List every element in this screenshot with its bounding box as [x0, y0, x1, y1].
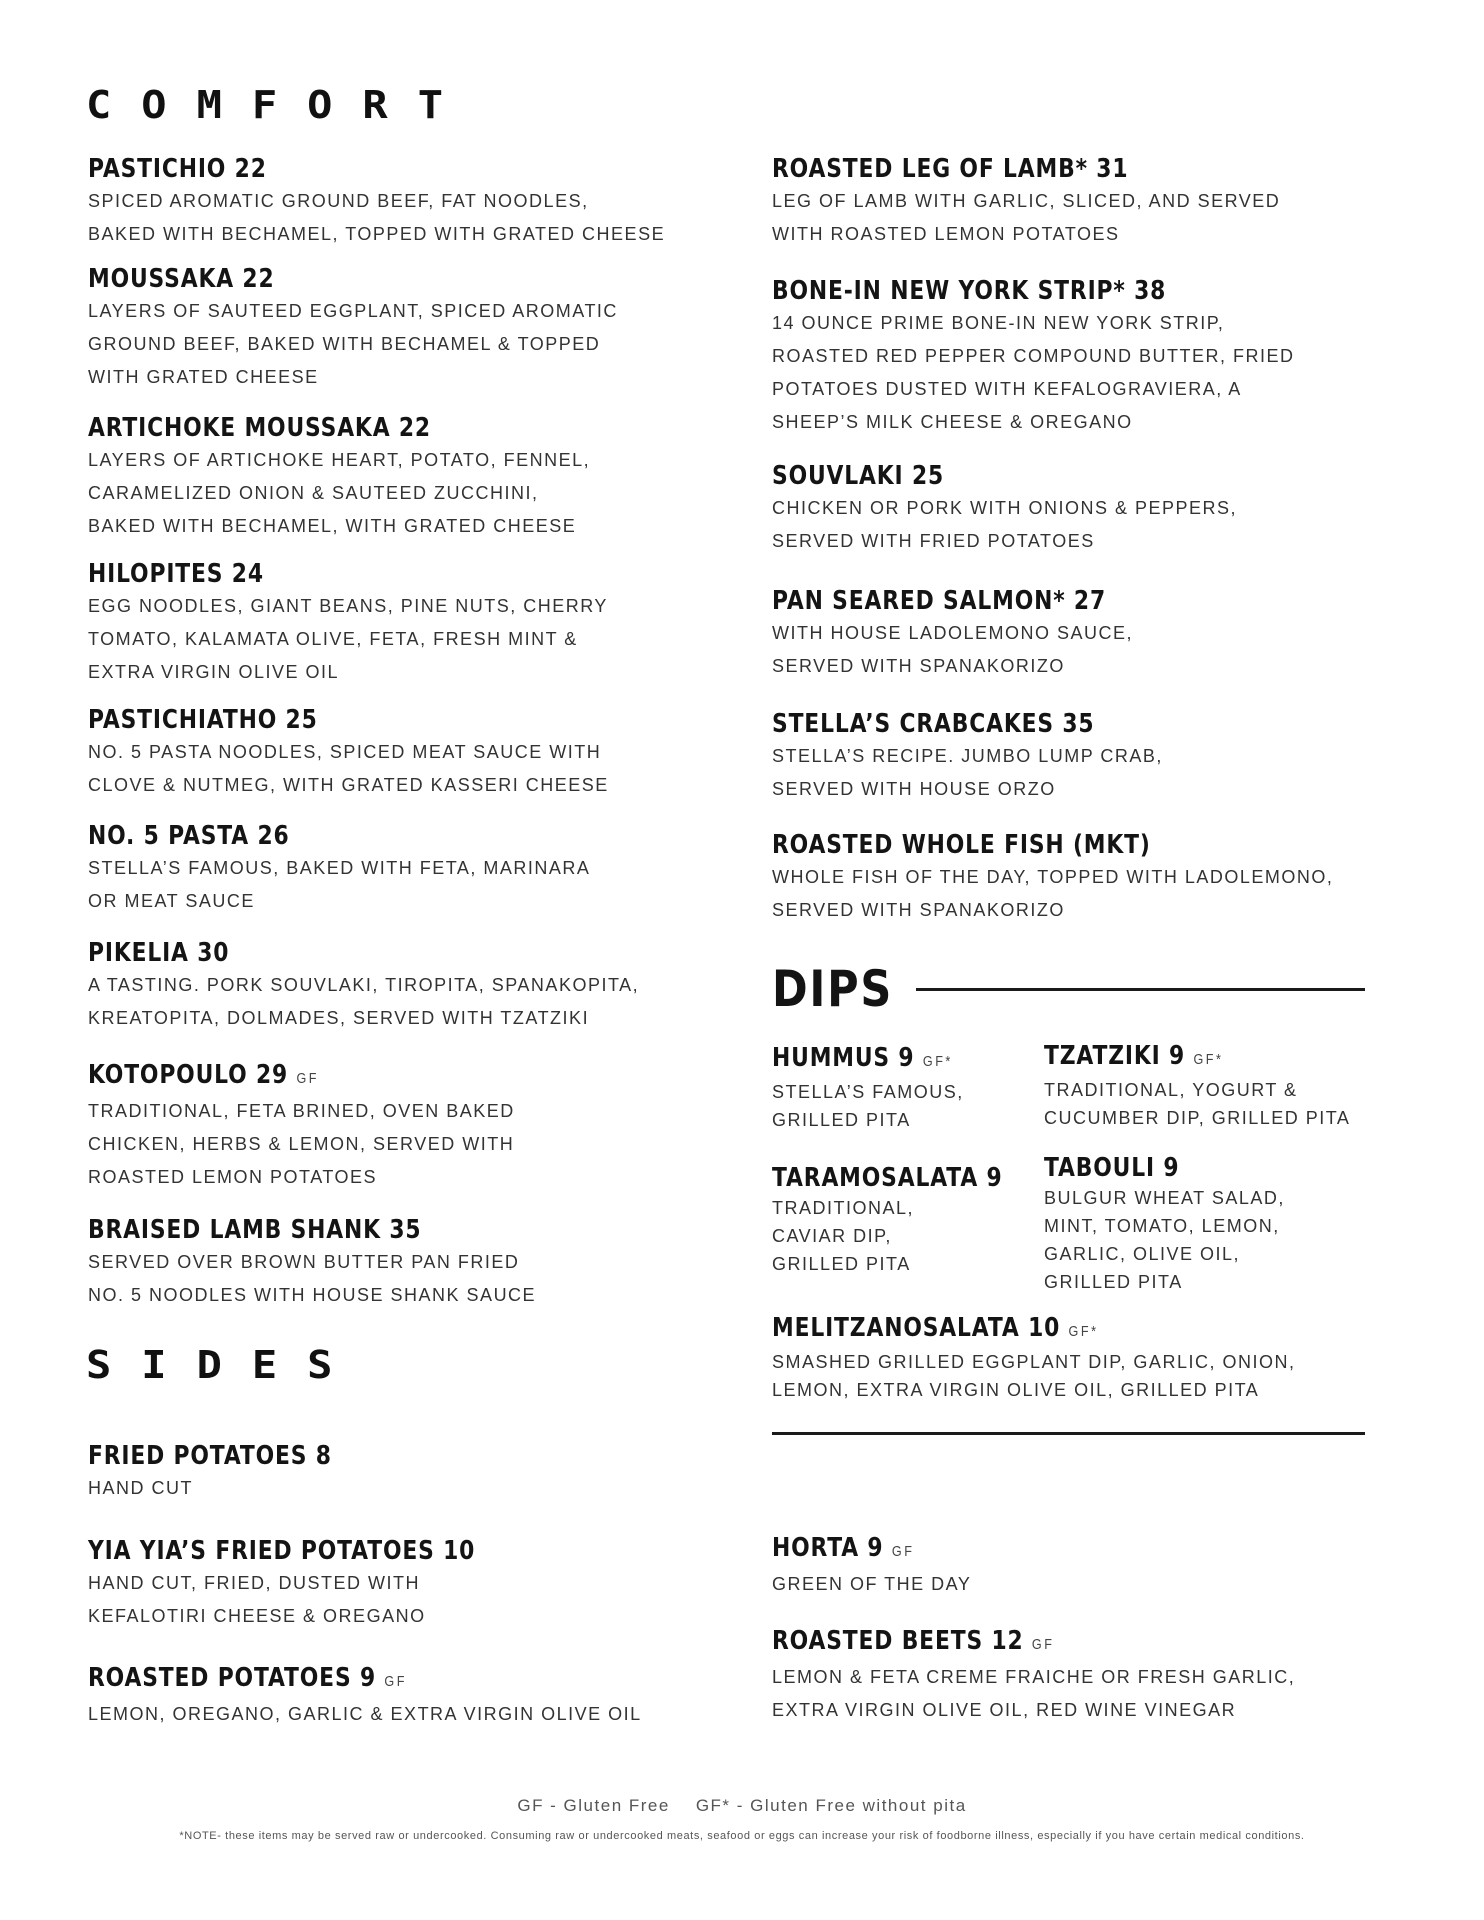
item-desc-line: GRILLED PITA — [772, 1110, 911, 1130]
gf-badge: GF — [296, 1070, 320, 1087]
gf-badge: GF* — [922, 1053, 953, 1070]
item-desc-line: SERVED WITH FRIED POTATOES — [772, 531, 1095, 551]
item-desc-line: STELLA’S RECIPE. JUMBO LUMP CRAB, — [772, 746, 1163, 766]
item-name: BONE-IN NEW YORK STRIP* 38 — [772, 276, 1167, 306]
item-desc-line: BULGUR WHEAT SALAD, — [1044, 1188, 1285, 1208]
dip-item — [772, 1312, 1295, 1404]
gf-badge: GF — [891, 1543, 915, 1560]
item-desc-line: NO. 5 PASTA NOODLES, SPICED MEAT SAUCE WITH — [88, 742, 602, 762]
dip-item — [1044, 1152, 1285, 1296]
gf-badge: GF — [1031, 1636, 1055, 1653]
item-name: SOUVLAKI 25 — [772, 461, 945, 491]
item-desc-line: 14 OUNCE PRIME BONE-IN NEW YORK STRIP, — [772, 313, 1225, 333]
section-title-comfort: COMFORT — [86, 81, 474, 128]
menu-item — [88, 153, 665, 251]
item-desc-line: KEFALOTIRI CHEESE & OREGANO — [88, 1606, 426, 1626]
dip-item — [772, 1042, 987, 1134]
menu-item — [88, 704, 609, 802]
item-desc-line: BAKED WITH BECHAMEL, WITH GRATED CHEESE — [88, 516, 577, 536]
item-name: ARTICHOKE MOUSSAKA 22 — [88, 413, 431, 443]
menu-item — [772, 275, 1295, 439]
item-name: HORTA 9 GF — [772, 1533, 915, 1563]
item-desc-line: NO. 5 NOODLES WITH HOUSE SHANK SAUCE — [88, 1285, 537, 1305]
item-desc-line: EXTRA VIRGIN OLIVE OIL — [88, 662, 340, 682]
dip-item — [772, 1162, 1046, 1278]
item-desc-line: GROUND BEEF, BAKED WITH BECHAMEL & TOPPED — [88, 334, 601, 354]
menu-item — [88, 412, 590, 543]
item-desc-line: SERVED OVER BROWN BUTTER PAN FRIED — [88, 1252, 520, 1272]
item-desc-line: POTATOES DUSTED WITH KEFALOGRAVIERA, A — [772, 379, 1242, 399]
item-name: YIA YIA’S FRIED POTATOES 10 — [88, 1536, 476, 1566]
gfstar-legend-text: GF* - Gluten Free without pita — [695, 1796, 967, 1815]
item-name: HILOPITES 24 — [88, 559, 264, 589]
dips-bottom-rule — [772, 1432, 1365, 1435]
item-desc-line: SPICED AROMATIC GROUND BEEF, FAT NOODLES, — [88, 191, 589, 211]
item-desc-line: SHEEP’S MILK CHEESE & OREGANO — [772, 412, 1133, 432]
item-name: PASTICHIO 22 — [88, 154, 267, 184]
gf-legend — [0, 1796, 1484, 1816]
item-name: TZATZIKI 9 GF* — [1044, 1041, 1224, 1071]
item-desc-line: TOMATO, KALAMATA OLIVE, FETA, FRESH MINT & — [88, 629, 578, 649]
item-desc-line: SERVED WITH SPANAKORIZO — [772, 656, 1065, 676]
item-desc-line: TRADITIONAL, — [772, 1198, 915, 1218]
item-desc-line: GREEN OF THE DAY — [772, 1574, 972, 1594]
menu-item — [772, 829, 1333, 927]
item-desc-line: HAND CUT, FRIED, DUSTED WITH — [88, 1573, 420, 1593]
menu-item — [772, 585, 1170, 683]
section-title-dips: DIPS — [772, 960, 894, 1018]
item-name: PIKELIA 30 — [88, 938, 230, 968]
item-desc-line: ROASTED LEMON POTATOES — [88, 1167, 378, 1187]
side-item — [88, 1535, 549, 1633]
gf-badge: GF — [384, 1673, 407, 1690]
item-desc-line: CHICKEN, HERBS & LEMON, SERVED WITH — [88, 1134, 515, 1154]
item-name: NO. 5 PASTA 26 — [88, 821, 290, 851]
gf-badge: GF* — [1193, 1051, 1224, 1068]
gf-legend-text: GF - Gluten Free — [517, 1796, 670, 1815]
item-desc-line: CHICKEN OR PORK WITH ONIONS & PEPPERS, — [772, 498, 1238, 518]
item-desc-line: STELLA’S FAMOUS, — [772, 1082, 964, 1102]
item-name: ROASTED BEETS 12 GF — [772, 1626, 1055, 1656]
item-desc-line: LAYERS OF SAUTEED EGGPLANT, SPICED AROMATIC — [88, 301, 618, 321]
menu-item — [88, 820, 590, 918]
item-name: TARAMOSALATA 9 — [772, 1163, 1003, 1193]
item-desc-line: GRILLED PITA — [1044, 1272, 1183, 1292]
item-desc-line: CAVIAR DIP, — [772, 1226, 892, 1246]
item-desc-line: SERVED WITH HOUSE ORZO — [772, 779, 1056, 799]
item-desc-line: LEMON & FETA CREME FRAICHE OR FRESH GARLIC, — [772, 1667, 1296, 1687]
item-name: KOTOPOULO 29 GF — [88, 1060, 320, 1090]
item-desc-line: GARLIC, OLIVE OIL, — [1044, 1244, 1241, 1264]
side-item — [772, 1532, 971, 1601]
menu-item — [88, 558, 608, 689]
menu-item — [88, 263, 618, 394]
item-name: HUMMUS 9 GF* — [772, 1043, 953, 1073]
item-desc-line: LEG OF LAMB WITH GARLIC, SLICED, AND SERVED — [772, 191, 1281, 211]
menu-item — [88, 1214, 536, 1312]
item-name: ROASTED POTATOES 9 GF — [88, 1663, 407, 1693]
item-desc-line: KREATOPITA, DOLMADES, SERVED WITH TZATZIKI — [88, 1008, 590, 1028]
item-name: STELLA’S CRABCAKES 35 — [772, 709, 1095, 739]
item-desc-line: STELLA’S FAMOUS, BAKED WITH FETA, MARINARA — [88, 858, 591, 878]
item-desc-line: WITH ROASTED LEMON POTATOES — [772, 224, 1120, 244]
item-name: PAN SEARED SALMON* 27 — [772, 586, 1106, 616]
menu-item — [88, 1059, 515, 1194]
menu-item — [88, 937, 639, 1035]
side-item — [88, 1440, 378, 1505]
item-name: BRAISED LAMB SHANK 35 — [88, 1215, 422, 1245]
item-desc-line: CARAMELIZED ONION & SAUTEED ZUCCHINI, — [88, 483, 539, 503]
item-desc-line: LEMON, EXTRA VIRGIN OLIVE OIL, GRILLED PITA — [772, 1380, 1260, 1400]
dips-top-rule — [916, 988, 1365, 991]
gf-badge: GF* — [1068, 1323, 1099, 1340]
item-desc-line: SERVED WITH SPANAKORIZO — [772, 900, 1065, 920]
item-name: FRIED POTATOES 8 — [88, 1441, 332, 1471]
item-desc-line: A TASTING. PORK SOUVLAKI, TIROPITA, SPANAKOPITA, — [88, 975, 640, 995]
item-desc-line: LAYERS OF ARTICHOKE HEART, POTATO, FENNEL, — [88, 450, 591, 470]
item-name: TABOULI 9 — [1044, 1153, 1180, 1183]
raw-food-note: *NOTE- these items may be served raw or undercooked. Consuming raw or undercooked meats, seafood or eggs can increase your risk of foodborne illness, especially if you have certain medical conditions. — [179, 1830, 1305, 1842]
item-name: PASTICHIATHO 25 — [88, 705, 318, 735]
menu-item — [772, 153, 1280, 251]
item-name: MOUSSAKA 22 — [88, 264, 275, 294]
item-name: ROASTED LEG OF LAMB* 31 — [772, 154, 1129, 184]
item-desc-line: TRADITIONAL, FETA BRINED, OVEN BAKED — [88, 1101, 515, 1121]
item-desc-line: WITH GRATED CHEESE — [88, 367, 319, 387]
item-name: MELITZANOSALATA 10 GF* — [772, 1313, 1099, 1343]
item-desc-line: CLOVE & NUTMEG, WITH GRATED KASSERI CHEESE — [88, 775, 609, 795]
item-desc-line: SMASHED GRILLED EGGPLANT DIP, GARLIC, ONION, — [772, 1352, 1296, 1372]
item-desc-line: TRADITIONAL, YOGURT & — [1044, 1080, 1298, 1100]
item-desc-line: CUCUMBER DIP, GRILLED PITA — [1044, 1108, 1351, 1128]
side-item — [772, 1625, 1295, 1727]
menu-item — [772, 460, 1237, 558]
menu-item — [772, 708, 1163, 806]
item-name: ROASTED WHOLE FISH (MKT) — [772, 830, 1151, 860]
item-desc-line: HAND CUT — [88, 1478, 193, 1498]
dip-item — [1044, 1040, 1350, 1132]
item-desc-line: EGG NOODLES, GIANT BEANS, PINE NUTS, CHERRY — [88, 596, 608, 616]
item-desc-line: WITH HOUSE LADOLEMONO SAUCE, — [772, 623, 1134, 643]
item-desc-line: OR MEAT SAUCE — [88, 891, 255, 911]
item-desc-line: WHOLE FISH OF THE DAY, TOPPED WITH LADOLEMONO, — [772, 867, 1334, 887]
item-desc-line: MINT, TOMATO, LEMON, — [1044, 1216, 1280, 1236]
side-item — [88, 1662, 642, 1731]
item-desc-line: LEMON, OREGANO, GARLIC & EXTRA VIRGIN OLIVE OIL — [88, 1704, 642, 1724]
item-desc-line: BAKED WITH BECHAMEL, TOPPED WITH GRATED CHEESE — [88, 224, 666, 244]
section-title-sides: SIDES — [86, 1341, 363, 1388]
item-desc-line: GRILLED PITA — [772, 1254, 911, 1274]
item-desc-line: EXTRA VIRGIN OLIVE OIL, RED WINE VINEGAR — [772, 1700, 1237, 1720]
item-desc-line: ROASTED RED PEPPER COMPOUND BUTTER, FRIED — [772, 346, 1295, 366]
